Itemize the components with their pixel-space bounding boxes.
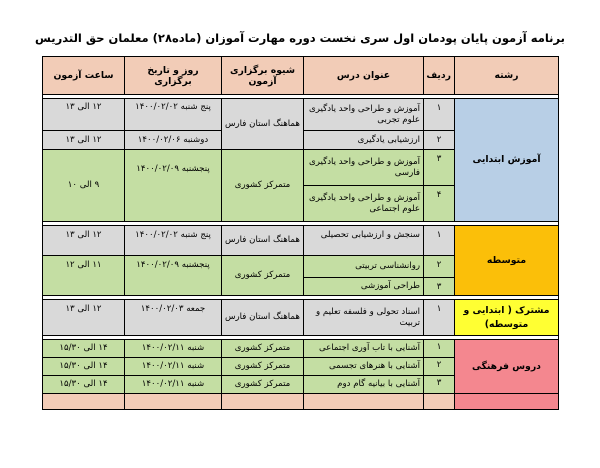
field-cell: آموزش ابتدایی (455, 99, 559, 222)
date-cell: پنجشنبه ۱۴۰۰/۰۲/۰۹ (125, 150, 222, 222)
mode-cell: متمرکز کشوری (222, 358, 304, 376)
date-cell: پنج شنبه ۱۴۰۰/۰۲/۰۲ (125, 99, 222, 131)
row-number-cell-empty (424, 394, 455, 410)
row-number-cell: ۳ (424, 278, 455, 296)
time-cell-empty (43, 394, 125, 410)
row-number-cell: ۱ (424, 99, 455, 131)
time-cell: ۱۴ الی ۱۵/۳۰ (43, 340, 125, 358)
course-cell-empty (304, 394, 424, 410)
table-row-empty (43, 394, 559, 410)
field-cell: مشترک ( ابتدایی و متوسطه) (455, 300, 559, 336)
date-cell: دوشنبه ۱۴۰۰/۰۲/۰۶ (125, 131, 222, 150)
table-row (43, 99, 559, 131)
row-number-cell: ۳ (424, 376, 455, 394)
course-cell: آشنایی با بیانیه گام دوم (304, 376, 424, 394)
date-cell: پنج شنبه ۱۴۰۰/۰۲/۰۲ (125, 226, 222, 256)
header-row-number: ردیف (424, 57, 455, 95)
date-cell: شنبه ۱۴۰۰/۰۲/۱۱ (125, 340, 222, 358)
header-course: عنوان درس (304, 57, 424, 95)
time-cell: ۱۲ الی ۱۳ (43, 226, 125, 256)
course-cell: آموزش و طراحی واحد یادگیری علوم تجربی (304, 99, 424, 131)
mode-cell: متمرکز کشوری (222, 256, 304, 296)
field-cell-filler (455, 394, 559, 410)
row-number-cell: ۴ (424, 186, 455, 222)
field-cell: دروس فرهنگی (455, 340, 559, 394)
table-row (43, 226, 559, 256)
row-number-cell: ۳ (424, 150, 455, 186)
course-cell: آشنایی با هنرهای تجسمی (304, 358, 424, 376)
mode-cell-empty (222, 394, 304, 410)
row-number-cell: ۱ (424, 226, 455, 256)
course-cell: سنجش و ارزشیابی تحصیلی (304, 226, 424, 256)
course-cell: آشنایی با تاب آوری اجتماعی (304, 340, 424, 358)
header-field: رشته (455, 57, 559, 95)
time-cell: ۱۱ الی ۱۲ (43, 256, 125, 296)
time-cell: ۹ الی ۱۰ (43, 150, 125, 222)
page-title: برنامه آزمون پایان پودمان اول سری نخست دوره مهارت آموزان (ماده۲۸) معلمان حق التدریس (35, 31, 565, 45)
mode-cell: هماهنگ استان فارس (222, 226, 304, 256)
course-cell: طراحی آموزشی (304, 278, 424, 296)
course-cell: ارزشیابی یادگیری (304, 131, 424, 150)
mode-cell: متمرکز کشوری (222, 340, 304, 358)
course-cell: آموزش و طراحی واحد یادگیری فارسی (304, 150, 424, 186)
time-cell: ۱۲ الی ۱۳ (43, 300, 125, 336)
row-number-cell: ۲ (424, 256, 455, 278)
exam-schedule-table (42, 56, 559, 410)
row-number-cell: ۲ (424, 131, 455, 150)
header-time: ساعت آزمون (43, 57, 125, 95)
date-cell: شنبه ۱۴۰۰/۰۲/۱۱ (125, 358, 222, 376)
header-mode: شیوه برگزاری آزمون (222, 57, 304, 95)
mode-cell: هماهنگ استان فارس (222, 99, 304, 150)
row-number-cell: ۱ (424, 300, 455, 336)
time-cell: ۱۲ الی ۱۳ (43, 131, 125, 150)
time-cell: ۱۲ الی ۱۳ (43, 99, 125, 131)
header-row (43, 57, 559, 95)
course-cell: آموزش و طراحی واحد یادگیری علوم اجتماعی (304, 186, 424, 222)
date-cell: جمعه ۱۴۰۰/۰۲/۰۳ (125, 300, 222, 336)
row-number-cell: ۲ (424, 358, 455, 376)
date-cell: پنجشنبه ۱۴۰۰/۰۲/۰۹ (125, 256, 222, 296)
date-cell: شنبه ۱۴۰۰/۰۲/۱۱ (125, 376, 222, 394)
table-row (43, 300, 559, 336)
mode-cell: متمرکز کشوری (222, 376, 304, 394)
time-cell: ۱۴ الی ۱۵/۳۰ (43, 358, 125, 376)
course-cell: اسناد تحولی و فلسفه تعلیم و تربیت (304, 300, 424, 336)
mode-cell: هماهنگ استان فارس (222, 300, 304, 336)
mode-cell: متمرکز کشوری (222, 150, 304, 222)
field-cell: متوسطه (455, 226, 559, 296)
header-date: روز و تاریخ برگزاری (125, 57, 222, 95)
table-row (43, 340, 559, 358)
row-number-cell: ۱ (424, 340, 455, 358)
date-cell-empty (125, 394, 222, 410)
time-cell: ۱۴ الی ۱۵/۳۰ (43, 376, 125, 394)
course-cell: روانشناسی تربیتی (304, 256, 424, 278)
